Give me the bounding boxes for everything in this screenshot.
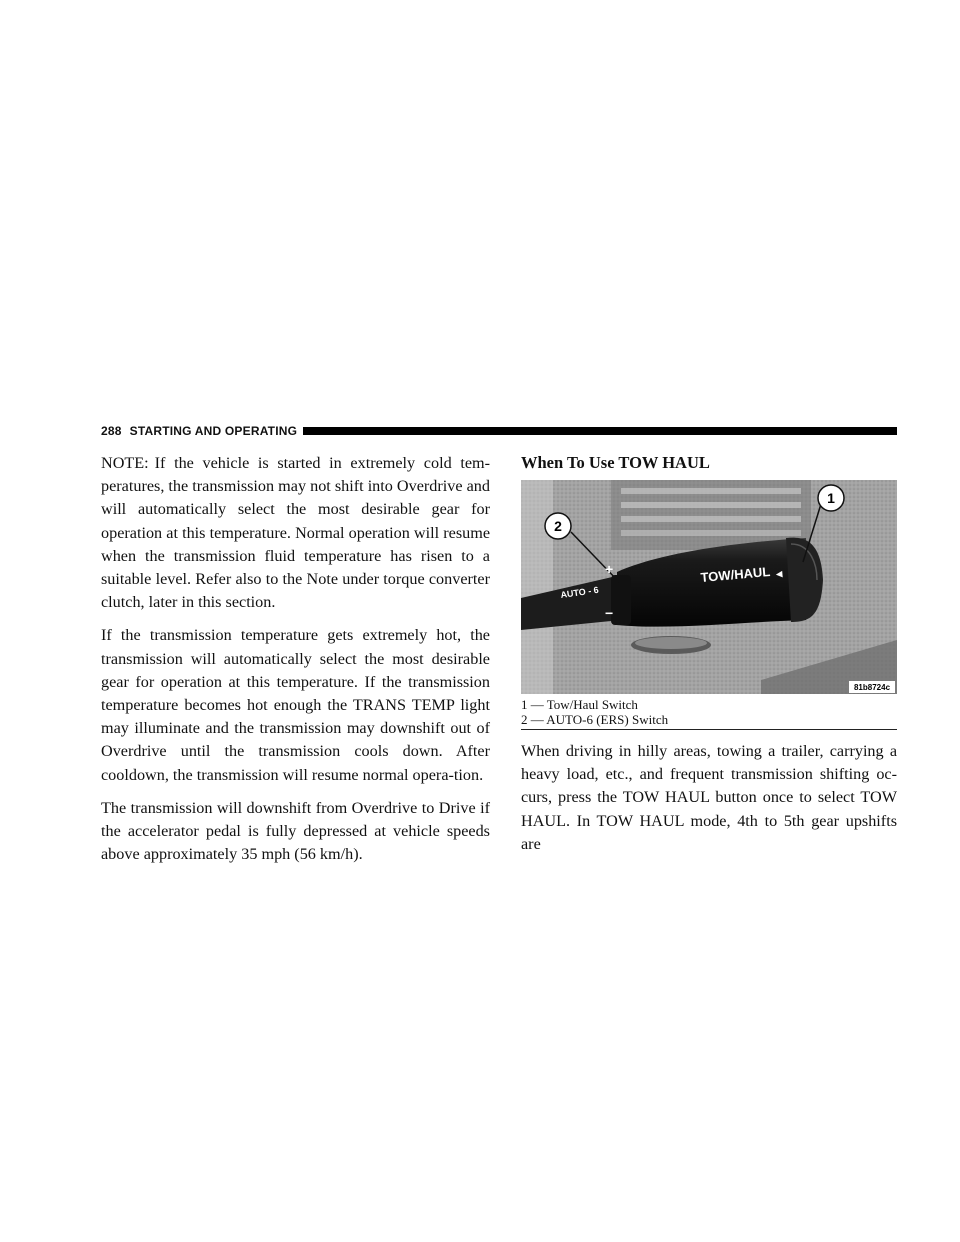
note-paragraph (101, 452, 490, 614)
plus-icon: + (605, 561, 614, 577)
tow-haul-title: When To Use TOW HAUL (521, 453, 710, 472)
tow-haul-paragraph: When driving in hilly areas, towing a trailer, carrying a heavy load, etc., and frequent transmission shifting oc-curs, press the TOW HAUL button once to select TOW HAUL. In TOW HAUL mode, 4th to 5th gear upshifts are (521, 742, 897, 853)
lever-label-auto-6: AUTO - 6 (559, 584, 600, 600)
left-column (101, 452, 490, 876)
shift-lever-illustration (521, 480, 897, 694)
callout-2: 2 (554, 518, 562, 534)
caption-rule (521, 729, 897, 730)
note-text: If the vehicle is started in extremely cold tem-peratures, the transmission may not shift into Overdrive and will automatically select the most desirable gear for operation at this temperature. Normal operation will resume when the transmission fluid temperature has risen to a suitable level. Refer also to the Note under torque converter clutch, later in this section. (101, 454, 490, 612)
section-title: STARTING AND OPERATING (129, 424, 298, 438)
figure-caption-1: 1 — Tow/Haul Switch (521, 697, 638, 712)
header-rule (303, 427, 897, 435)
page-header (101, 424, 897, 438)
paragraph-overheat: If the transmission temperature gets extremely hot, the transmission will automatically select the most desirable gear for operation at this temperature. If the transmission temperature becomes hot enough the TRANS TEMP light may illuminate and the transmission may downshift out of Overdrive until the transmission cools down. After cooldown, the transmission will resume normal opera-tion. (101, 626, 490, 784)
figure-caption-2: 2 — AUTO-6 (ERS) Switch (521, 712, 669, 727)
note-label: NOTE: (101, 454, 149, 472)
right-column (521, 452, 897, 866)
lever-label-tow-haul: TOW/HAUL (699, 563, 771, 585)
callout-1: 1 (827, 490, 835, 506)
page-number: 288 (101, 424, 122, 438)
tow-haul-figure (521, 480, 897, 694)
figure-code: 81b8724c (853, 683, 891, 692)
paragraph-downshift: The transmission will downshift from Overdrive to Drive if the accelerator pedal is fully depressed at vehicle speeds above approximately 35 mph (56 km/h). (101, 798, 490, 864)
minus-icon: − (605, 605, 614, 621)
tow-haul-arrow-icon: ◄ (773, 568, 786, 581)
